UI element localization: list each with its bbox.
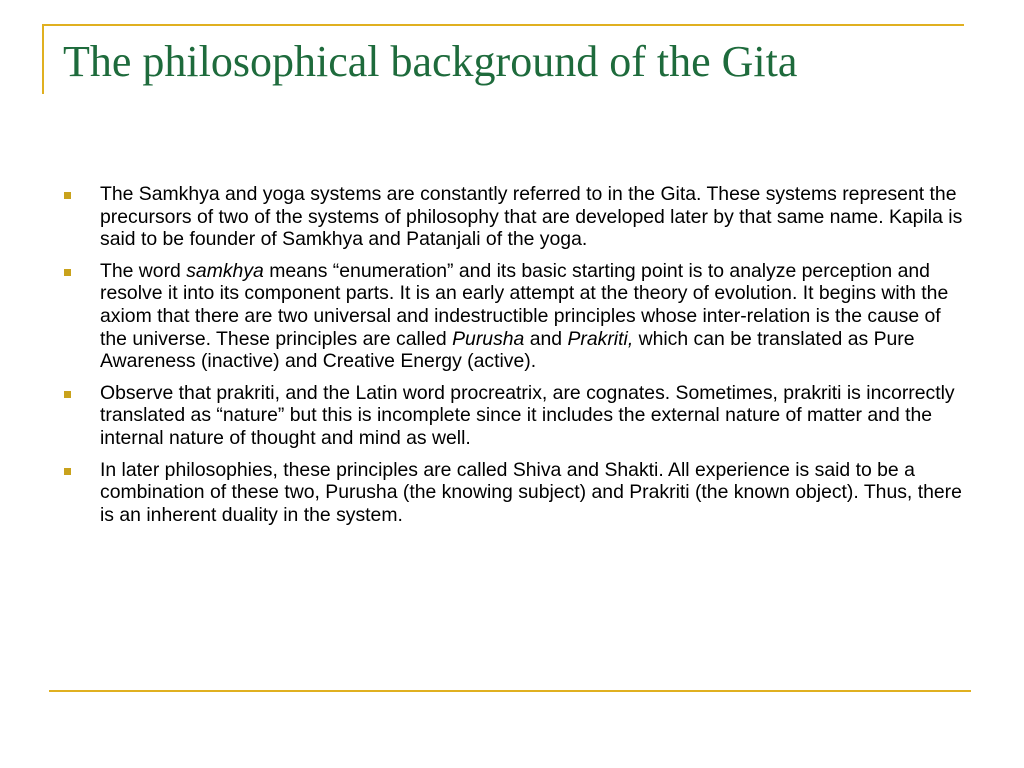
bullet-list — [63, 183, 968, 535]
bullet-segment-italic: Purusha — [452, 327, 525, 350]
bullet-segment: Observe that prakriti, and the Latin word procreatrix, are cognates. Sometimes, prakriti is incorrectly translated as “nature” but this is incomplete since it includes the external nature of matter and the internal nature of thought and mind as well. — [100, 381, 955, 449]
bullet-item-2 — [63, 260, 968, 373]
bullet-segment: The word — [100, 259, 187, 282]
bullet-text — [100, 459, 962, 526]
bullet-item-3 — [63, 382, 968, 450]
slide-title: The philosophical background of the Gita — [63, 37, 798, 86]
frame-bottom-rule — [49, 690, 971, 692]
frame-left-rule — [42, 24, 44, 94]
bullet-item-4 — [63, 459, 968, 527]
square-bullet-icon — [64, 468, 71, 475]
bullet-item-1 — [63, 183, 968, 251]
square-bullet-icon — [64, 192, 71, 199]
bullet-text — [100, 183, 962, 250]
square-bullet-icon — [64, 391, 71, 398]
bullet-segment: which can be translated as Pure Awareness (inactive) and Creative Energy (active). — [100, 327, 915, 373]
frame-top-rule — [42, 24, 964, 26]
bullet-text — [100, 382, 955, 449]
bullet-segment-italic: Prakriti, — [567, 327, 634, 350]
bullet-segment: The Samkhya and yoga systems are constantly referred to in the Gita. These systems represent the precursors of two of the systems of philosophy that are developed later by that same name. Kapila is said to be founder of Samkhya and Patanjali of the yoga. — [100, 183, 963, 251]
bullet-segment-italic: samkhya — [186, 259, 264, 282]
bullet-segment: means “enumeration” and its basic starting point is to analyze perception and resolve it into its component parts. It is an early attempt at the theory of evolution. It begins with the axiom that there are two universal and indestructible principles whose inter-relation is the cause of the universe. These principles are called — [100, 259, 949, 350]
square-bullet-icon — [64, 269, 71, 276]
bullet-text — [100, 260, 948, 372]
bullet-segment: In later philosophies, these principles are called Shiva and Shakti. All experience is said to be a combination of these two, Purusha (the knowing subject) and Prakriti (the known object). Thus, there is an inherent duality in the system. — [100, 458, 962, 526]
bullet-segment: and — [524, 327, 568, 350]
